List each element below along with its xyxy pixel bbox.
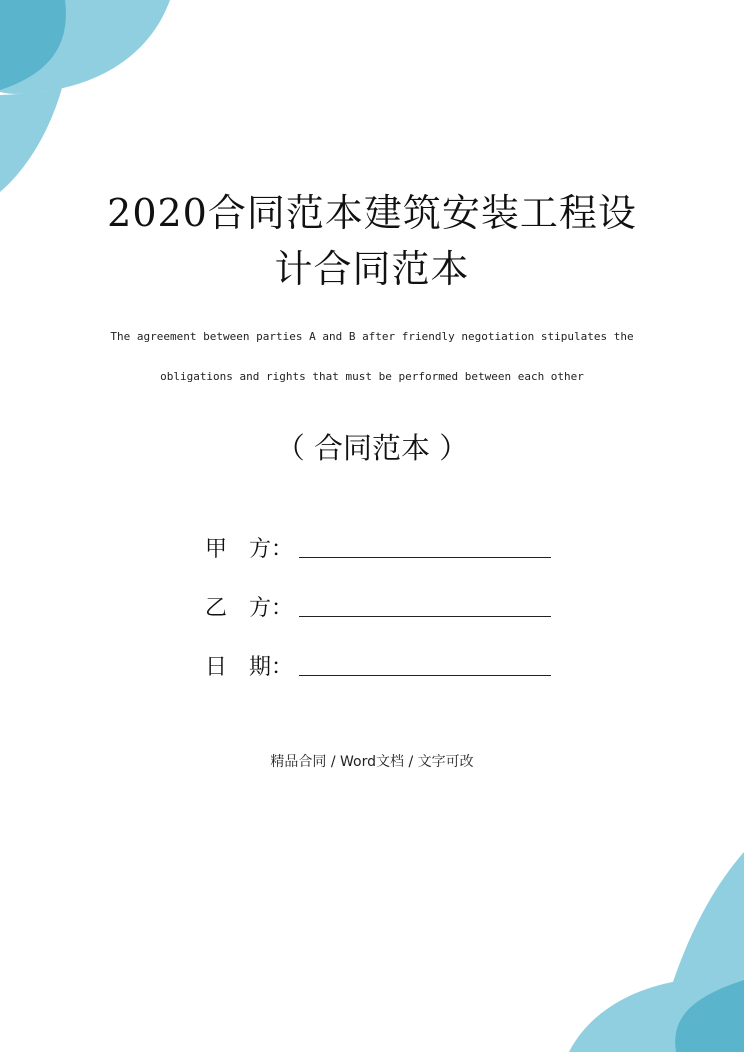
party-b-label: 乙 方：	[205, 596, 294, 621]
date-label: 日 期：	[205, 655, 294, 680]
document-title-line-1: 2020合同范本建筑安装工程设	[107, 191, 637, 235]
party-b-field	[205, 591, 565, 625]
document-title-line-2: 计合同范本	[274, 247, 470, 291]
corner-decoration-bottom-right	[564, 852, 744, 1052]
corner-decoration-top-left	[0, 0, 180, 200]
date-field	[205, 650, 565, 684]
document-type-label: （ 合同范本 ）	[275, 431, 469, 465]
footer-note: 精品合同 / Word文档 / 文字可改	[270, 754, 474, 770]
subtitle-line-2: obligations and rights that must be performed between each other	[160, 370, 584, 383]
party-b-blank-line[interactable]	[299, 616, 551, 617]
party-a-field	[205, 532, 565, 566]
party-a-label: 甲 方：	[205, 537, 294, 562]
subtitle-line-1: The agreement between parties A and B after friendly negotiation stipulates the	[110, 330, 634, 343]
date-blank-line[interactable]	[299, 675, 551, 676]
party-a-blank-line[interactable]	[299, 557, 551, 558]
